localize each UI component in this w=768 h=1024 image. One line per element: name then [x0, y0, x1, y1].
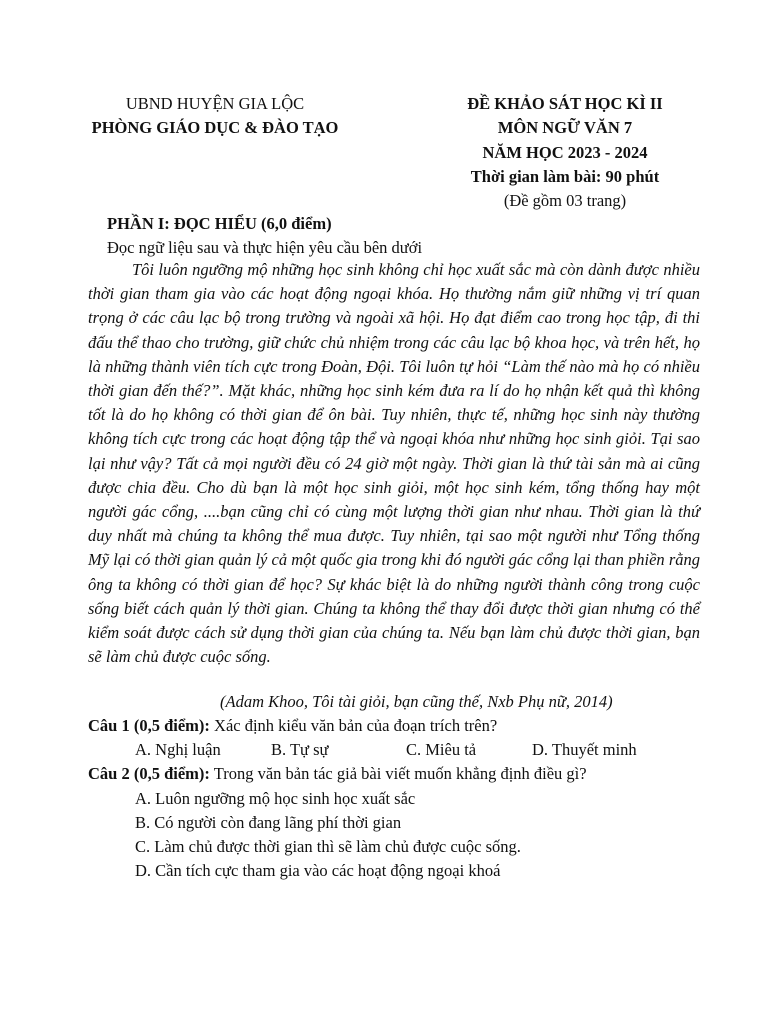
- question-2-label: Câu 2 (0,5 điểm):: [88, 764, 210, 783]
- subject-title: MÔN NGỮ VĂN 7: [497, 118, 633, 137]
- page-count-note: (Đề gồm 03 trang): [503, 191, 627, 210]
- department-name: UBND HUYỆN GIA LỘC: [125, 94, 305, 113]
- question-1-label: Câu 1 (0,5 điểm):: [88, 716, 210, 735]
- school-year: NĂM HỌC 2023 - 2024: [482, 143, 648, 162]
- q1-option-d[interactable]: D. Thuyết minh: [532, 740, 637, 759]
- q1-option-c[interactable]: C. Miêu tả: [406, 740, 477, 759]
- question-1-text: Xác định kiểu văn bản của đoạn trích trên?: [209, 716, 498, 735]
- q1-option-a[interactable]: A. Nghị luận: [135, 740, 221, 759]
- q2-option-a[interactable]: A. Luôn ngưỡng mộ học sinh học xuất sắc: [135, 789, 416, 808]
- exam-title: ĐỀ KHẢO SÁT HỌC KÌ II: [467, 94, 663, 113]
- question-1: [88, 716, 497, 736]
- q2-option-b[interactable]: B. Có người còn đang lãng phí thời gian: [135, 813, 402, 832]
- q2-option-c[interactable]: C. Làm chủ được thời gian thì sẽ làm chủ được cuộc sống.: [135, 837, 521, 856]
- q1-option-b[interactable]: B. Tự sự: [271, 740, 329, 759]
- passage-source: (Adam Khoo, Tôi tài giỏi, bạn cũng thế, Nxb Phụ nữ, 2014): [220, 692, 613, 711]
- section-title: PHẦN I: ĐỌC HIỂU (6,0 điểm): [107, 214, 332, 233]
- office-name: PHÒNG GIÁO DỤC & ĐÀO TẠO: [91, 118, 339, 137]
- reading-passage: Tôi luôn ngưỡng mộ những học sinh không chỉ học xuất sắc mà còn dành được nhiều thời gian tham gia vào các hoạt động ngoại khóa. Họ thường nắm giữ những vị trí quan trọng ở các câu lạc bộ trong trường và ngoài xã hội. Họ đạt điểm cao trong học tập, đi thi đấu thể thao cho trường, giữ chức chủ nhiệm trong các câu lạc bộ khoa học, và trên hết, họ là những thành viên tích cực trong Đoàn, Đội. Tôi luôn tự hỏi “Làm thế nào mà họ có nhiều thời gian đến thế?”. Mặt khác, những học sinh kém đưa ra lí do họ nhận kết quả thì không tốt là do họ không có thời gian để ôn bài. Tuy nhiên, thực tế, những học sinh này thường không tích cực trong các hoạt động tập thể và ngoại khóa như những học sinh giỏi. Tại sao lại như vậy? Tất cả mọi người đều có 24 giờ một ngày. Thời gian là thứ tài sản mà ai cũng được chia đều. Cho dù bạn là một học sinh giỏi, một học sinh kém, tổng thống hay một người gác cổng, ....bạn cũng chỉ có cùng một lượng thời gian như nhau. Thời gian là thứ duy nhất mà chúng ta không thể mua được. Tuy nhiên, tại sao một người như Tổng thống Mỹ lại có thời gian quản lý cả một quốc gia trong khi đó người gác cổng lại than phiền rằng ông ta không có thời gian để học? Sự khác biệt là do những người thành công trong cuộc sống biết cách quản lý thời gian. Chúng ta không thể thay đổi được thời gian nhưng có thể kiểm soát được cách sử dụng thời gian của chúng ta. Nếu bạn làm chủ được thời gian, bạn sẽ làm chủ được cuộc sống.: [88, 260, 700, 667]
- exam-duration: Thời gian làm bài: 90 phút: [470, 167, 660, 186]
- section-instruction: Đọc ngữ liệu sau và thực hiện yêu cầu bên dưới: [107, 238, 423, 257]
- question-2-text: Trong văn bản tác giả bài viết muốn khẳng định điều gì?: [209, 764, 587, 783]
- q2-option-d[interactable]: D. Cần tích cực tham gia vào các hoạt động ngoại khoá: [135, 861, 501, 880]
- question-2: [88, 764, 587, 784]
